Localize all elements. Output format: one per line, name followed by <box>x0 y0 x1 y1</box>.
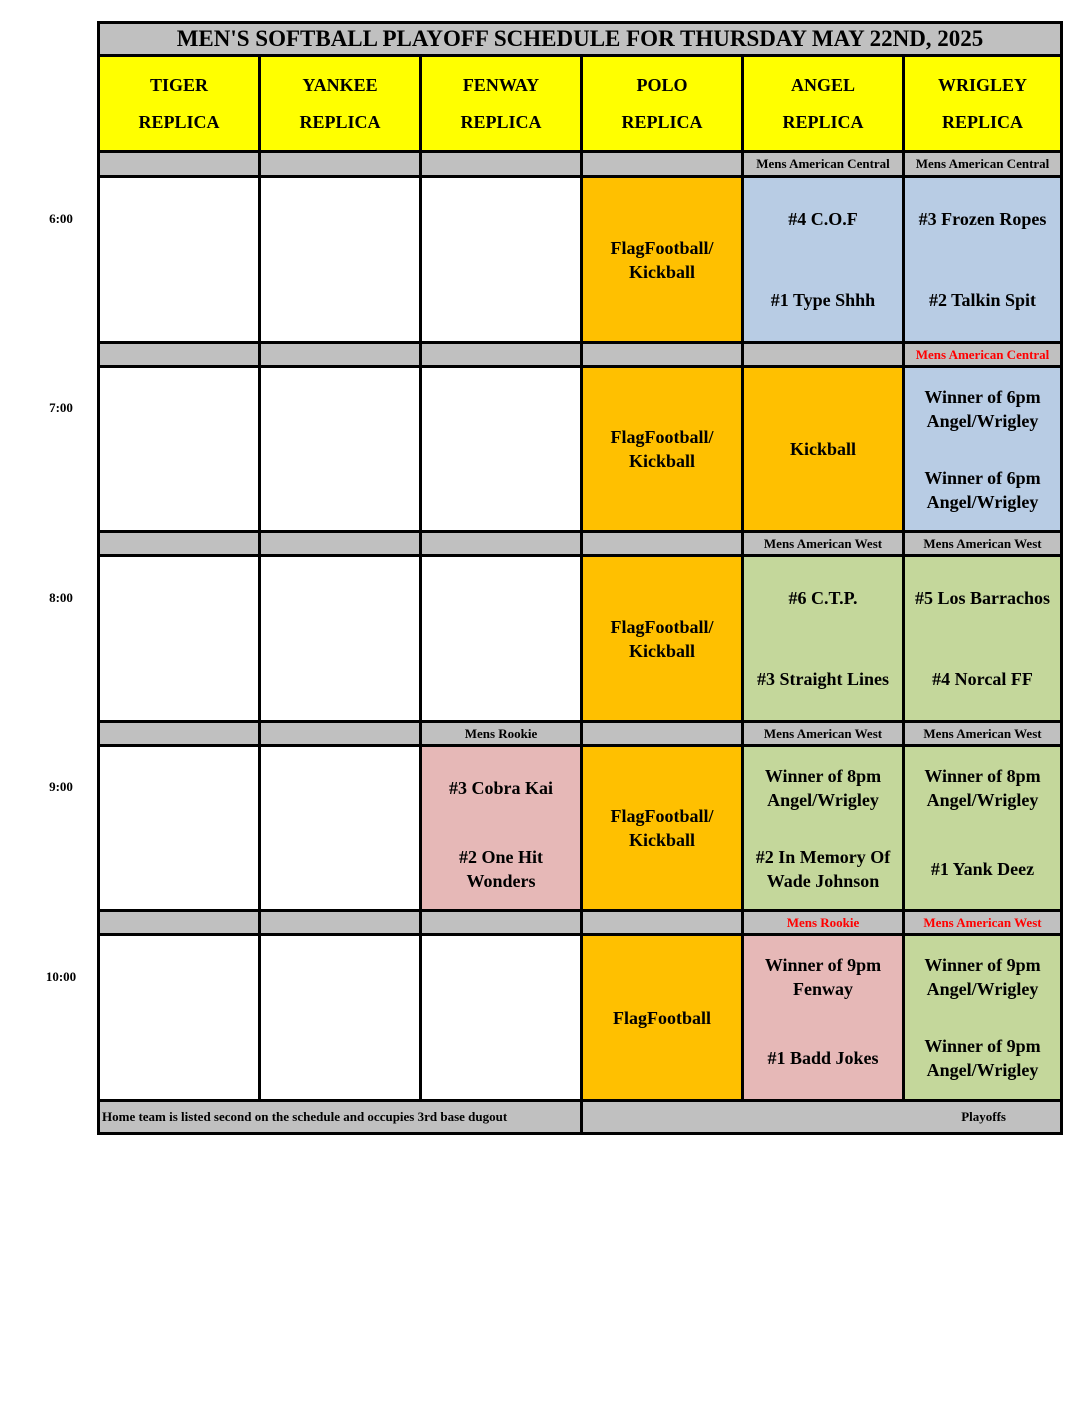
division-bar <box>580 150 744 178</box>
home-team: #1 Type Shhh <box>770 290 876 311</box>
home-team: #3 Straight Lines <box>756 669 889 690</box>
division-bar: Mens American Central <box>902 150 1063 178</box>
division-bar <box>258 341 422 368</box>
game-slot <box>741 744 905 912</box>
home-team: #2 In Memory Of Wade Johnson <box>755 846 891 891</box>
empty-slot <box>97 554 261 723</box>
division-bar <box>741 341 905 368</box>
home-team: Winner of 6pm Angel/Wrigley <box>924 467 1041 512</box>
division-bar: Mens American West <box>902 720 1063 747</box>
polo-event <box>580 744 744 912</box>
field-sub: REPLICA <box>782 111 864 132</box>
time-label: 8:00 <box>49 590 73 605</box>
empty-slot <box>258 554 422 723</box>
division-bar <box>97 909 261 936</box>
event-label: FlagFootball/ Kickball <box>610 806 714 850</box>
home-team: #2 One Hit Wonders <box>459 846 543 891</box>
division-bar <box>419 909 583 936</box>
empty-slot <box>258 744 422 912</box>
division-bar <box>419 341 583 368</box>
field-sub: REPLICA <box>621 111 703 132</box>
division-bar: Mens American West <box>902 909 1063 936</box>
division-bar <box>97 720 261 747</box>
field-sub: REPLICA <box>299 111 381 132</box>
home-team: #2 Talkin Spit <box>928 290 1037 311</box>
division-bar: Mens American West <box>741 530 905 557</box>
event-label: FlagFootball/ Kickball <box>610 237 714 282</box>
empty-slot <box>97 933 261 1102</box>
field-sub: REPLICA <box>460 111 542 132</box>
time-label: 6:00 <box>49 211 73 226</box>
division-bar: Mens American Central <box>741 150 905 178</box>
game-slot <box>741 933 905 1102</box>
empty-slot <box>419 175 583 344</box>
division-bar <box>580 720 744 747</box>
division-bar <box>258 150 422 178</box>
field-sub: REPLICA <box>138 111 220 132</box>
game-slot <box>902 744 1063 912</box>
away-team: #3 Frozen Ropes <box>918 208 1047 229</box>
away-team: Winner of 6pm Angel/Wrigley <box>924 386 1041 431</box>
division-bar: Mens Rookie <box>741 909 905 936</box>
event-label: FlagFootball/ Kickball <box>610 616 714 661</box>
division-bar <box>580 530 744 557</box>
field-name: ANGEL <box>790 74 855 95</box>
field-name: TIGER <box>149 74 209 95</box>
away-team: #6 C.T.P. <box>788 587 858 608</box>
time-label: 7:00 <box>49 400 73 415</box>
field-name: FENWAY <box>462 74 540 95</box>
footer-note <box>97 1099 583 1135</box>
home-team: #4 Norcal FF <box>932 669 1033 690</box>
game-slot <box>419 744 583 912</box>
division-bar <box>258 530 422 557</box>
empty-slot <box>419 933 583 1102</box>
division-bar <box>97 150 261 178</box>
polo-event <box>580 365 744 533</box>
division-bar <box>419 150 583 178</box>
field-header-tiger <box>97 54 261 153</box>
field-header-yankee <box>258 54 422 153</box>
footer-note-text: Home team is listed second on the schedule and occupies 3rd base dugout <box>102 1109 508 1124</box>
field-header-polo <box>580 54 744 153</box>
footer-label-text: Playoffs <box>961 1109 1006 1124</box>
field-name: WRIGLEY <box>937 74 1027 95</box>
game-slot <box>741 554 905 723</box>
home-team: #1 Badd Jokes <box>767 1048 879 1069</box>
division-bar <box>97 530 261 557</box>
event-label: FlagFootball <box>613 1007 711 1028</box>
home-team: Winner of 9pm Angel/Wrigley <box>924 1036 1041 1081</box>
home-team: #1 Yank Deez <box>930 858 1035 879</box>
away-team: #4 C.O.F <box>788 208 858 229</box>
field-name: YANKEE <box>302 74 378 95</box>
game-slot <box>902 554 1063 723</box>
division-bar <box>580 341 744 368</box>
angel-event <box>741 365 905 533</box>
empty-slot <box>258 365 422 533</box>
field-header-angel <box>741 54 905 153</box>
game-slot <box>741 175 905 344</box>
away-team: Winner of 9pm Angel/Wrigley <box>924 954 1041 999</box>
away-team: Winner of 9pm Fenway <box>764 954 882 999</box>
time-label: 9:00 <box>49 779 73 794</box>
field-header-fenway <box>419 54 583 153</box>
polo-event <box>580 933 744 1102</box>
game-slot <box>902 175 1063 344</box>
field-sub: REPLICA <box>941 111 1023 132</box>
game-slot <box>902 365 1063 533</box>
division-bar <box>258 909 422 936</box>
division-bar <box>258 720 422 747</box>
empty-slot <box>258 175 422 344</box>
game-slot <box>902 933 1063 1102</box>
division-bar: Mens American West <box>902 530 1063 557</box>
empty-slot <box>419 365 583 533</box>
empty-slot <box>97 365 261 533</box>
division-bar <box>97 341 261 368</box>
away-team: Winner of 8pm Angel/Wrigley <box>924 765 1041 810</box>
empty-slot <box>97 744 261 912</box>
empty-slot <box>97 175 261 344</box>
polo-event <box>580 554 744 723</box>
empty-slot <box>258 933 422 1102</box>
away-team: #3 Cobra Kai <box>448 777 553 798</box>
empty-slot <box>419 554 583 723</box>
division-bar <box>419 530 583 557</box>
away-team: #5 Los Barrachos <box>915 587 1050 608</box>
event-label: Kickball <box>789 439 856 459</box>
field-header-wrigley <box>902 54 1063 153</box>
division-bar: Mens American Central <box>902 341 1063 368</box>
division-bar: Mens American West <box>741 720 905 747</box>
division-bar: Mens Rookie <box>419 720 583 747</box>
footer-label <box>580 1099 1063 1135</box>
event-label: FlagFootball/ Kickball <box>610 427 714 471</box>
schedule-title: MEN'S SOFTBALL PLAYOFF SCHEDULE FOR THURSDAY MAY 22ND, 2025 <box>97 21 1063 57</box>
away-team: Winner of 8pm Angel/Wrigley <box>764 765 882 810</box>
field-name: POLO <box>636 74 688 95</box>
time-label: 10:00 <box>45 969 77 984</box>
polo-event <box>580 175 744 344</box>
division-bar <box>580 909 744 936</box>
